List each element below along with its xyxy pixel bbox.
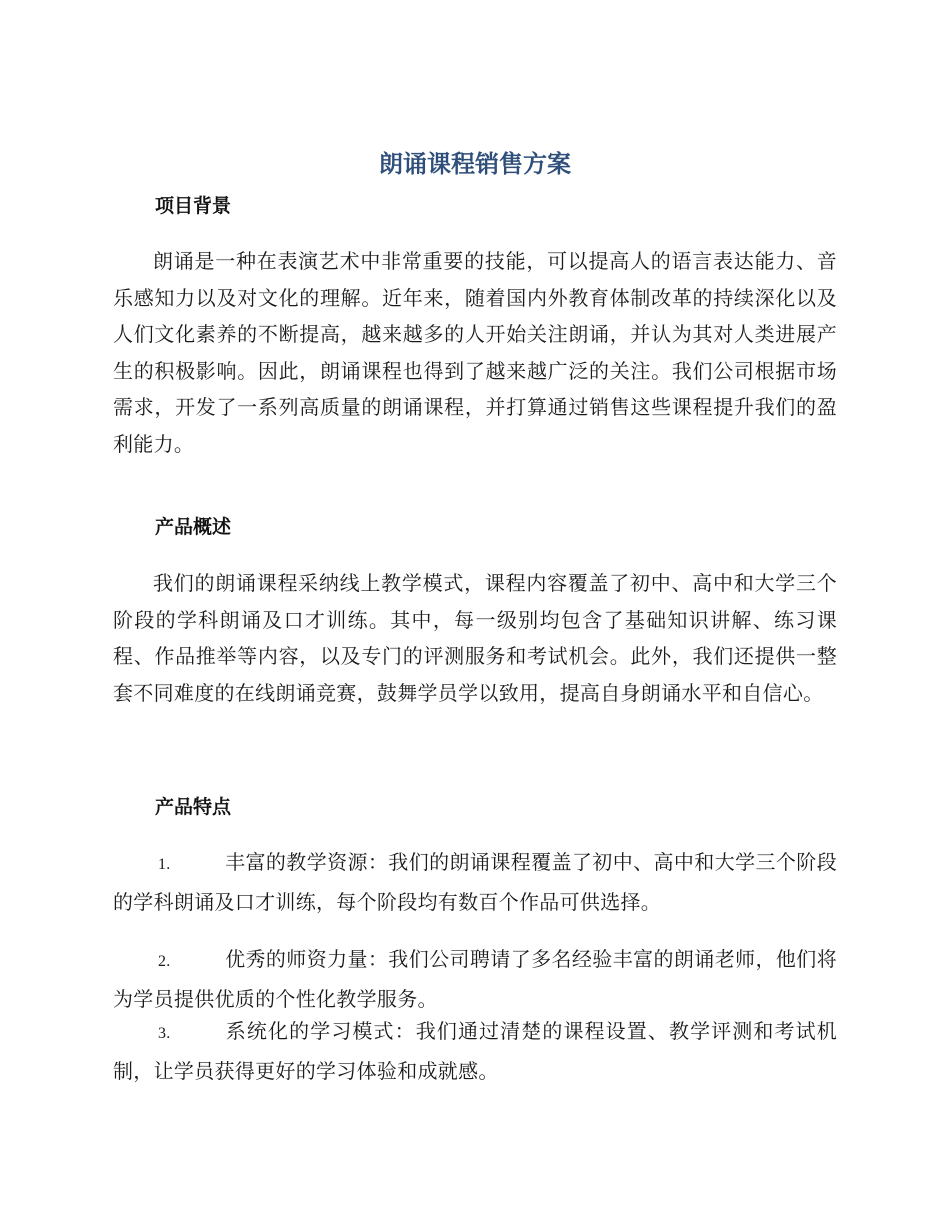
list-item-text: 丰富的教学资源：我们的朗诵课程覆盖了初中、高中和大学三个阶段的学科朗诵及口才训练，每个阶段均有数百个作品可供选择。 [113,850,837,914]
list-number: 1. [158,856,171,873]
list-number: 2. [158,953,171,970]
section-paragraph-overview: 我们的朗诵课程采纳线上教学模式，课程内容覆盖了初中、高中和大学三个阶段的学科朗诵及口才训练。其中，每一级别均包含了基础知识讲解、练习课程、作品推举等内容，以及专门的评测服务和考试机会。此外，我们还提供一整套不同难度的在线朗诵竞赛，鼓舞学员学以致用，提高自身朗诵水平和自信心。 [113,571,837,705]
list-item-text: 系统化的学习模式：我们通过清楚的课程设置、教学评测和考试机制，让学员获得更好的学习体验和成就感。 [113,1019,837,1083]
list-item-text: 优秀的师资力量：我们公司聘请了多名经验丰富的朗诵老师，他们将为学员提供优质的个性化教学服务。 [113,947,837,1011]
list-number: 3. [158,1025,171,1042]
section-heading-background: 项目背景 [155,195,232,217]
feature-list-item [113,941,837,1017]
section-heading-features: 产品特点 [155,796,232,818]
feature-list-item [113,844,837,920]
feature-list-item [113,1013,837,1089]
section-paragraph-background: 朗诵是一种在表演艺术中非常重要的技能，可以提高人的语言表达能力、音乐感知力以及对文化的理解。近年来，随着国内外教育体制改革的持续深化以及人们文化素养的不断提高，越来越多的人开始关注朗诵，并认为其对人类进展产生的积极影响。因此，朗诵课程也得到了越来越广泛的关注。我们公司根据市场需求，开发了一系列高质量的朗诵课程，并打算通过销售这些课程提升我们的盈利能力。 [113,249,837,456]
document-title: 朗诵课程销售方案 [379,150,571,178]
section-heading-overview: 产品概述 [155,516,232,538]
